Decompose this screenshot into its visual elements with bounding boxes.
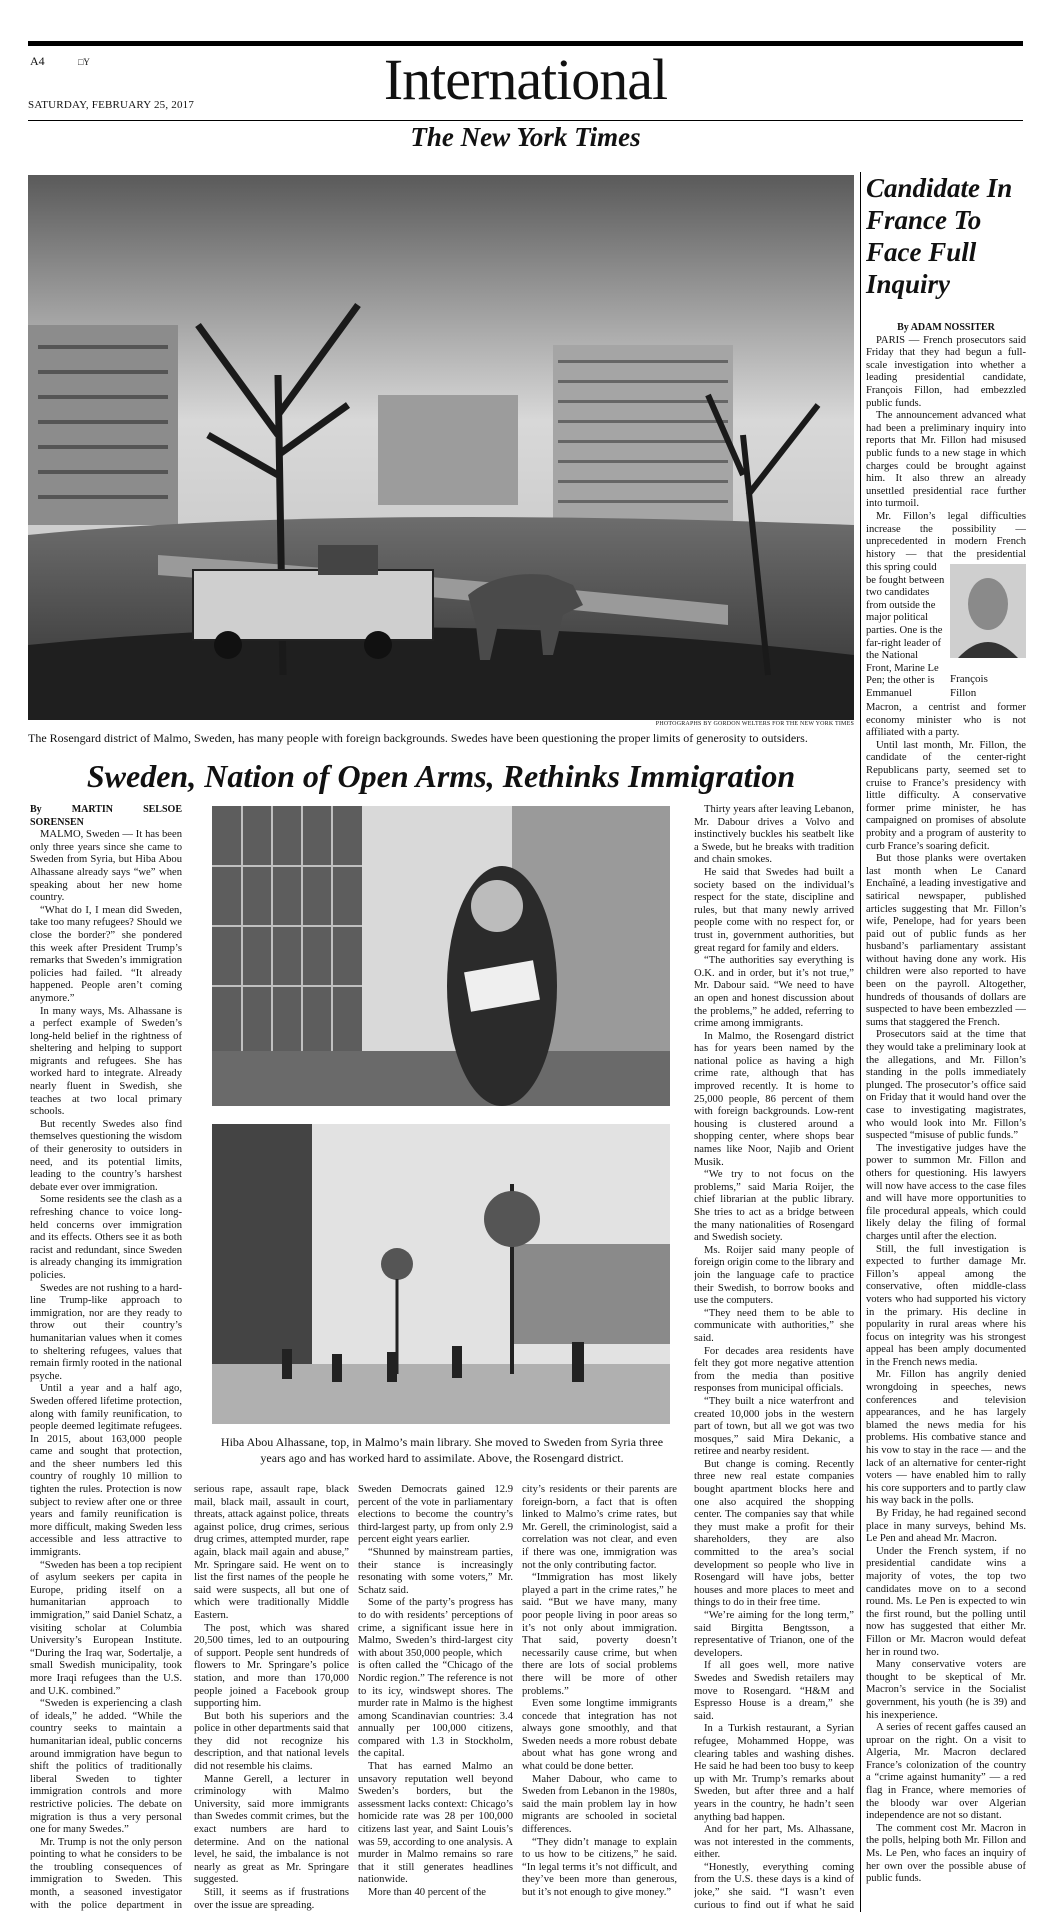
- paragraph: Manne Gerell, a lecturer in criminology with Malmo University, said more immigrants than Swedes commit crimes, but the exact numbers are hard to determine. And on the national level, he said, the imbalance is not nearly as great as Mr. Springare suggested.: [194, 1773, 349, 1886]
- paragraph: But change is coming. Recently three new real estate companies bought apartment blocks here and one also acquired the shopping center. The companies say that while they must make a profit for their shareholders, they are also committed to the area’s social development so people who live in Rosengard will have jobs, better houses and more places to meet and things to do in their free time.: [694, 1458, 854, 1609]
- header-rule: [28, 120, 1023, 121]
- paragraph: The announcement advanced what had been a preliminary inquiry into reports that Mr. Fillon had misused public funds to a new stage in which charges could be brought against him. It also threw an already unsettled presidential race further into turmoil.: [866, 410, 1026, 510]
- main-byline: By MARTIN SELSOE SORENSEN: [30, 804, 182, 828]
- paragraph: “The authorities say everything is O.K. and in order, but it’s not true,” Mr. Dabour said. “We need to have an open and honest discussion about the problems,” he added, referring to crime among immigrants.: [694, 955, 854, 1030]
- paragraph: serious rape, assault rape, black mail, black mail, assault in court, threats, attack against police, threats against police, drug crimes, serious drug crimes, attempted murder, rape again, black mail again and abuse,” Mr. Springare said. He went on to list the first names of the people he said were suspects, all but one of which were traditionally Middle Eastern.: [194, 1484, 349, 1621]
- side-headline: Candidate In France To Face Full Inquiry: [866, 173, 1013, 299]
- portrait-photo: [950, 564, 1026, 658]
- paragraph: city’s residents or their parents are foreign-born, a fact that is often linked to Malmo’s crime rates, but Mr. Gerell, the criminologist, said a correlation was not clear, and even if there was one, immigration was not the only contributing factor.: [522, 1484, 677, 1571]
- paragraph: But those planks were overtaken last month when Le Canard Enchaîné, a leading investigative and satirical newspaper, published articles suggesting that Mr. Fillon’s wife, Penelope, had for years been paid out of public funds as her husband’s parliamentary assistant without having done any work. His children were also reported to have been on the payroll. Altogether, hundreds of thousands of dollars are suspected to have been embezzled — sums that staggered the French.: [866, 853, 1026, 1028]
- inset-photo-caption: Hiba Abou Alhassane, top, in Malmo’s main library. She moved to Sweden from Syria three years ago and has worked hard to assimilate. Above, the Rosengard district.: [220, 1435, 664, 1465]
- issue-date: SATURDAY, FEBRUARY 25, 2017: [28, 99, 195, 111]
- paragraph: “We’re aiming for the long term,” said Birgitta Bengtsson, a representative of Trianon, one of the developers.: [694, 1610, 854, 1659]
- story-column-4: [522, 1484, 677, 1912]
- paragraph: this spring could be fought between two candidates from outside the major political parties. One is the far-right leader of the National Front, Marine Le Pen; the other is Emmanuel: [866, 562, 945, 699]
- story-column-1: [30, 804, 182, 1912]
- paragraph: Ms. Roijer said many people of foreign origin come to the library and join the language cafe to practice their Swedish, to borrow books and use the computers.: [694, 1244, 854, 1307]
- rosengard-center-photo: [212, 1124, 670, 1424]
- side-column-wrap: [866, 562, 946, 702]
- paragraph: The post, which was shared 20,500 times, led to an outpouring of support. People sent hundreds of flowers to Mr. Springare’s police station, and more than 170,000 people joined a Facebook group supporting him.: [194, 1622, 349, 1710]
- paragraph: More than 40 percent of the: [368, 1887, 486, 1898]
- section-title: International: [383, 47, 668, 112]
- paragraph: “Immigration has most likely played a part in the crime rates,” he said. “But we have many, many poor people living in poor areas so it’s not only about immigration. That said, poverty doesn’t necessarily cause crime, but when there are lots of social problems there will be more of other problems.”: [522, 1572, 677, 1697]
- paragraph: Mr. Fillon has angrily denied wrongdoing in speeches, news conferences and television appearances, and he has largely blamed the news media for his problems. His combative stance and his vow to stay in the race — and the lack of an alternative for center-right voters — have enabled him to rally his core supporters and to partly claw his way back in the polls.: [866, 1369, 1026, 1507]
- paragraph: “They need them to be able to communicate with authorities,” she said.: [694, 1307, 854, 1344]
- top-rule: [28, 41, 1023, 46]
- paragraph: Prosecutors said at the time that they would take a preliminary look at the allegations, and Mr. Fillon’s standing in the polls immediately plunged. The prosecutor’s office said on Friday that it would hand over the case to investigating magistrates, who would look into Mr. Fillon’s suspected “misuse of public funds.”: [866, 1029, 1026, 1142]
- side-column-top: [866, 322, 1026, 562]
- paragraph: Mr. Trump is not the only person pointing to what he considers to be the troubling consequences of immigration to Sweden. This month, a seasoned investigator with the police department in: [30, 1836, 182, 1911]
- paragraph: Still, it seems as if frustrations over the issue are spreading.: [194, 1887, 349, 1911]
- main-headline: Sweden, Nation of Open Arms, Rethinks Immigration: [86, 758, 796, 794]
- paragraph: is often called the “Chicago of the Nordic region.” The reference is not to its icy, windswept shores. The murder rate in Malmo is the highest among Scandinavian countries: 3.4 annually per 100,000 citizens, compared with 1.3 in Stockholm, the capital.: [358, 1660, 513, 1760]
- paragraph: If all goes well, more native Swedes and Swedish retailers may move to Rosengard. “H&M and Espresso House is a dream,” she said.: [694, 1660, 854, 1722]
- paragraph: But both his superiors and the police in other departments said that they did not recognize his description, and that national levels did not resemble his claims.: [194, 1710, 349, 1773]
- shopping-center-photo: [212, 1124, 670, 1424]
- side-column-bottom: [866, 702, 1026, 1912]
- paragraph: MALMO, Sweden — It has been only three years since she came to Sweden from Syria, but Hiba Abou Alhassane already says “we” when speaking about her new home country.: [30, 829, 182, 904]
- paragraph: “What do I, I mean did Sweden, take too many refugees? Should we close the border?” she pondered this week after President Trump’s remarks that Sweden’s immigration policies had failed. “It already happened. People aren’t coming anymore.”: [30, 904, 182, 1004]
- story-column-3: [358, 1484, 513, 1912]
- paragraph: In many ways, Ms. Alhassane is a perfect example of Sweden’s long-held belief in the rightness of sheltering and helping to support migrants and refugees. She has worked hard to integrate. Already nearly fluent in Swedish, she teaches at two local primary schools.: [30, 1005, 182, 1118]
- paragraph: “They built a nice waterfront and created 10,000 jobs in the western part of town, but all we got was two mosques,” said Mira Dekanic, a retiree and nearby resident.: [694, 1395, 854, 1458]
- paragraph: In a Turkish restaurant, a Syrian refugee, Mohammed Hoppe, was clearing tables and washing dishes. He said he had been too busy to keep up with Mr. Trump’s remarks about Sweden, but after three and a half years in the country, he hadn’t seen anything bad happen.: [694, 1723, 854, 1823]
- paragraph: Under the French system, if no presidential candidate wins a majority of votes, the top two candidates move on to a second round. Ms. Le Pen is expected to win the first round, but the polling until now has suggested that either Mr. Fillon or Mr. Macron would defeat her in round two.: [866, 1545, 1026, 1658]
- paragraph: Swedes are not rushing to a hard-line Trump-like approach to immigration, nor are they ready to throw out their country’s humanitarian values when it comes to sheltering refugees, values that remain firmly rooted in the national psyche.: [30, 1282, 182, 1382]
- paragraph: “Sweden has been a top recipient of asylum seekers per capita in Europe, priding itself on a humanitarian approach to immigration,” said Daniel Schatz, a visiting scholar at Columbia University’s European Institute. “During the Iraq war, Sodertalje, a small Swedish municipality, took more Iraqi refugees than the U.S. and U.K. combined.”: [30, 1559, 182, 1697]
- rosengard-street-photo: [28, 175, 854, 720]
- side-byline: By ADAM NOSSITER: [897, 322, 995, 333]
- paragraph: Maher Dabour, who came to Sweden from Lebanon in the 1980s, said the main problem lay in how migrants are schooled in societal differences.: [522, 1773, 677, 1836]
- paragraph: Some of the party’s progress has to do with residents’ perceptions of crime, a significant issue here in Malmo, Sweden’s third-largest city with about 350,000 people, which: [358, 1597, 513, 1659]
- page-number: A4: [30, 54, 45, 68]
- paragraph: Mr. Fillon’s legal difficulties increase the possibility — unprecedented in modern French history — that the presidential: [866, 510, 1026, 560]
- paragraph: The comment cost Mr. Macron in the polls, helping both Mr. Fillon and Ms. Le Pen, who faces an inquiry of her own over the possible abuse of public funds.: [866, 1822, 1026, 1885]
- column-divider: [860, 172, 861, 1912]
- library-photo: [212, 806, 670, 1106]
- paragraph: Even some longtime immigrants concede that integration has not always gone smoothly, and that Sweden needs a more robust debate about what has gone wrong and what could be done better.: [522, 1698, 677, 1773]
- paragraph: Until last month, Mr. Fillon, the candidate of the center-right Republicans party, seemed set to cruise to France’s presidency with little difficulty. A conservative former prime minister, he has campaigned on promises of absolute probity and a program of austerity to curb France’s soaring deficit.: [866, 739, 1026, 852]
- paragraph: Some residents see the clash as a refreshing chance to voice long-held concerns over immigration and its effects. Others see it as both racist and redundant, since Sweden is already changing its immigration policies.: [30, 1194, 182, 1281]
- library-reader-photo: [212, 806, 670, 1106]
- paragraph: That has earned Malmo an unsavory reputation well beyond Sweden’s borders, but the assessment lacks context: Chicago’s homicide rate was 28 per 100,000 citizens last year, and Saint Louis’s was 59, according to one analysis. A murder in Malmo remains so rare that it still generates headlines nationwide.: [358, 1761, 513, 1886]
- paragraph: For decades area residents have felt they got more negative attention from the media than positive responses from municipal officials.: [694, 1345, 854, 1395]
- paragraph: In Malmo, the Rosengard district has for years been named by the national police as having a high crime rate, although that has improved recently. It is home to 25,000 people, 86 percent of them with foreign backgrounds. Low-rent housing is clustered around a shopping center, where shops bear names like Noor, Najib and Orient Musik.: [694, 1030, 854, 1168]
- paragraph: Many conservative voters are thought to be skeptical of Mr. Macron’s service in the Socialist government, his youth (he is 39) and his inexperience.: [866, 1659, 1026, 1721]
- paragraph: “We try to not focus on the problems,” said Maria Roijer, the chief librarian at the public library. She tries to act as a bridge between the many nationalities of Rosengard and Swedish society.: [694, 1169, 854, 1244]
- paragraph: “They didn’t manage to explain to us how to be citizens,” he said. “In legal terms it’s not difficult, and they’ve been more than generous, but it’s not enough to give money.”: [522, 1836, 677, 1898]
- paragraph: “Honestly, everything coming from the U.S. these days is a kind of joke,” she said. “I wasn’t even curious to find out if what he said: [694, 1861, 854, 1911]
- paragraph: He said that Swedes had built a society based on the individual’s respect for the state, discipline and rules, but that many newly arrived people come with no respect for, or trust in, government authorities, but great regard for family and elders.: [694, 866, 854, 954]
- paragraph: “Sweden is experiencing a clash of ideals,” he added. “While the country seeks to maintain a humanitarian ideal, public concerns around immigration have begun to shift the politics of traditionally liberal Sweden to tighter immigration controls and more restrictive policies. The debate on migration is thus a very personal one for many Swedes.”: [30, 1698, 182, 1836]
- paragraph: “Shunned by mainstream parties, their stance is increasingly resonating with some voters,” Mr. Schatz said.: [358, 1546, 513, 1596]
- edition-mark: □Y: [78, 57, 90, 67]
- paragraph: PARIS — French prosecutors said Friday that they had begun a full-scale investigation into whether a leading presidential candidate, François Fillon, had embezzled public funds.: [866, 334, 1026, 409]
- story-column-5: [694, 804, 854, 1912]
- paragraph: The investigative judges have the power to summon Mr. Fillon and others for questioning. His lawyers will now have access to the case files and will have more opportunities to file procedural appeals, which could likely delay the filing of formal charges until after the election.: [866, 1142, 1026, 1242]
- paragraph: Until a year and a half ago, Sweden offered lifetime protection, along with family reunification, to people deemed legitimate refugees. In 2015, about 163,000 people came and sought that protection, and the sheer numbers led this country of roughly 10 million to tighten the rules. Protection is now subject to review after one or three years and family reunification is more difficult, making Sweden less accessible and less attractive to immigrants.: [30, 1383, 182, 1559]
- paragraph: By Friday, he had regained second place in many surveys, behind Ms. Le Pen and ahead Mr. Macron.: [866, 1508, 1026, 1545]
- paragraph: Thirty years after leaving Lebanon, Mr. Dabour drives a Volvo and instinctively buckles his seatbelt like a Swede, but he breaks with tradition and chain smokes.: [694, 804, 854, 866]
- lead-photo: [28, 175, 854, 720]
- photo-credit: PHOTOGRAPHS BY GORDON WELTERS FOR THE NEW YORK TIMES: [655, 721, 854, 727]
- masthead-logo: The New York Times: [410, 122, 641, 152]
- paragraph: Macron, a centrist and former economy minister who is not affiliated with a party.: [866, 702, 1026, 739]
- lead-photo-caption: The Rosengard district of Malmo, Sweden, has many people with foreign backgrounds. Swedes have been questioning the proper limits of generosity to outsiders.: [28, 731, 808, 745]
- paragraph: Still, the full investigation is expected to further damage Mr. Fillon’s appeal among the conservative, often middle-class voters who had supported his victory in the primary. His decline in popularity in rural areas where his focus on integrity was his strongest appeal has been amply documented in the French news media.: [866, 1243, 1026, 1368]
- paragraph: And for her part, Ms. Alhassane, was not interested in the comments, either.: [694, 1824, 854, 1861]
- paragraph: But recently Swedes also find themselves questioning the wisdom of their generosity to outsiders in need, and its potential limits, leading to the country’s harshest debate ever over immigration.: [30, 1118, 182, 1193]
- paragraph: A series of recent gaffes caused an uproar on the right. On a visit to Algeria, Mr. Macron declared France’s colonization of the country a “crime against humanity” — a red flag in France, where memories of the bloody war over Algerian independence are not so distant.: [866, 1722, 1026, 1822]
- paragraph: Sweden Democrats gained 12.9 percent of the vote in parliamentary elections to become the country’s third-largest party, up from only 2.9 percent eight years earlier.: [358, 1484, 513, 1546]
- portrait-caption: François Fillon: [950, 673, 988, 699]
- story-column-2: [194, 1484, 349, 1912]
- fillon-portrait: [950, 564, 1026, 658]
